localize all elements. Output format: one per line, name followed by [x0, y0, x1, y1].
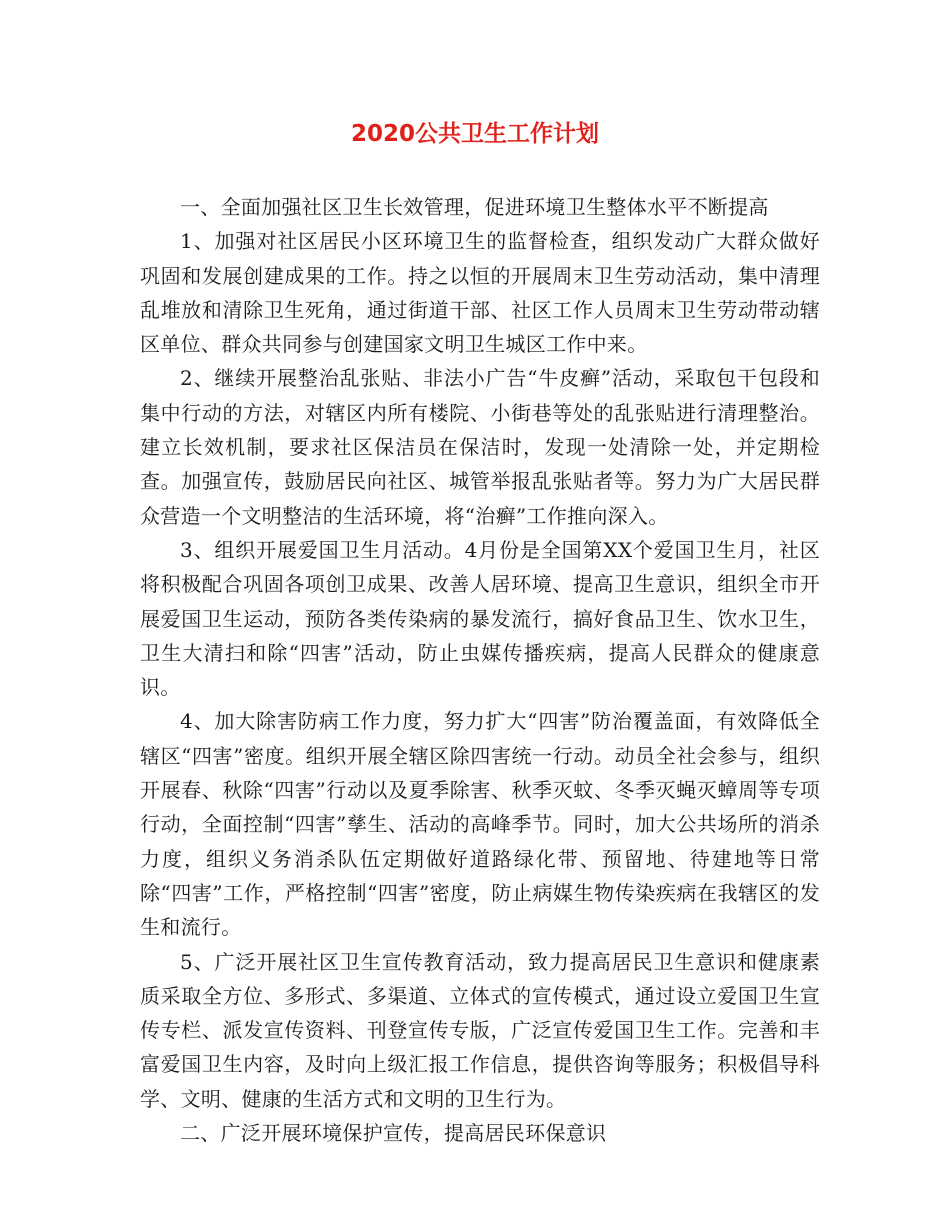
- paragraph-item-5: 5、广泛开展社区卫生宣传教育活动，致力提高居民卫生意识和健康素质采取全方位、多形式、多渠道、立体式的宣传模式，通过设立爱国卫生宣传专栏、派发宣传资料、刊登宣传专版，广泛宣传爱国卫生工作。完善和丰富爱国卫生内容，及时向上级汇报工作信息，提供咨询等服务；积极倡导科学、文明、健康的生活方式和文明的卫生行为。: [140, 949, 820, 1111]
- paragraph-item-2: 2、继续开展整治乱张贴、非法小广告“牛皮癣”活动，采取包干包段和集中行动的方法，对辖区内所有楼院、小街巷等处的乱张贴进行清理整治。建立长效机制，要求社区保洁员在保洁时，发现一处清除一处，并定期检查。加强宣传，鼓励居民向社区、城管举报乱张贴者等。努力为广大居民群众营造一个文明整洁的生活环境，将“治癣”工作推向深入。: [140, 366, 820, 528]
- paragraph-item-4: 4、加大除害防病工作力度，努力扩大“四害”防治覆盖面，有效降低全辖区“四害”密度。组织开展全辖区除四害统一行动。动员全社会参与，组织开展春、秋除“四害”行动以及夏季除害、秋季灭蚊、冬季灭蝇灭蟑周等专项行动，全面控制“四害”孳生、活动的高峰季节。同时，加大公共场所的消杀力度，组织义务消杀队伍定期做好道路绿化带、预留地、待建地等日常除“四害”工作，严格控制“四害”密度，防止病媒生物传染疾病在我辖区的发生和流行。: [140, 709, 820, 940]
- paragraph-item-3: 3、组织开展爱国卫生月活动。4月份是全国第XX个爱国卫生月，社区将积极配合巩固各项创卫成果、改善人居环境、提高卫生意识，组织全市开展爱国卫生运动，预防各类传染病的暴发流行，搞好食品卫生、饮水卫生，卫生大清扫和除“四害”活动，防止虫媒传播疾病，提高人民群众的健康意识。: [140, 537, 820, 700]
- heading-section-1: 一、全面加强社区卫生长效管理，促进环境卫生整体水平不断提高: [180, 195, 769, 219]
- document-title: 2020公共卫生工作计划: [350, 121, 599, 147]
- paragraph-item-1: 1、加强对社区居民小区环境卫生的监督检查，组织发动广大群众做好巩固和发展创建成果的工作。持之以恒的开展周末卫生劳动活动，集中清理乱堆放和清除卫生死角，通过街道干部、社区工作人员周末卫生劳动带动辖区单位、群众共同参与创建国家文明卫生城区工作中来。: [140, 229, 820, 357]
- heading-section-2: 二、广泛开展环境保护宣传，提高居民环保意识: [180, 1121, 607, 1146]
- document-body: [140, 190, 820, 1150]
